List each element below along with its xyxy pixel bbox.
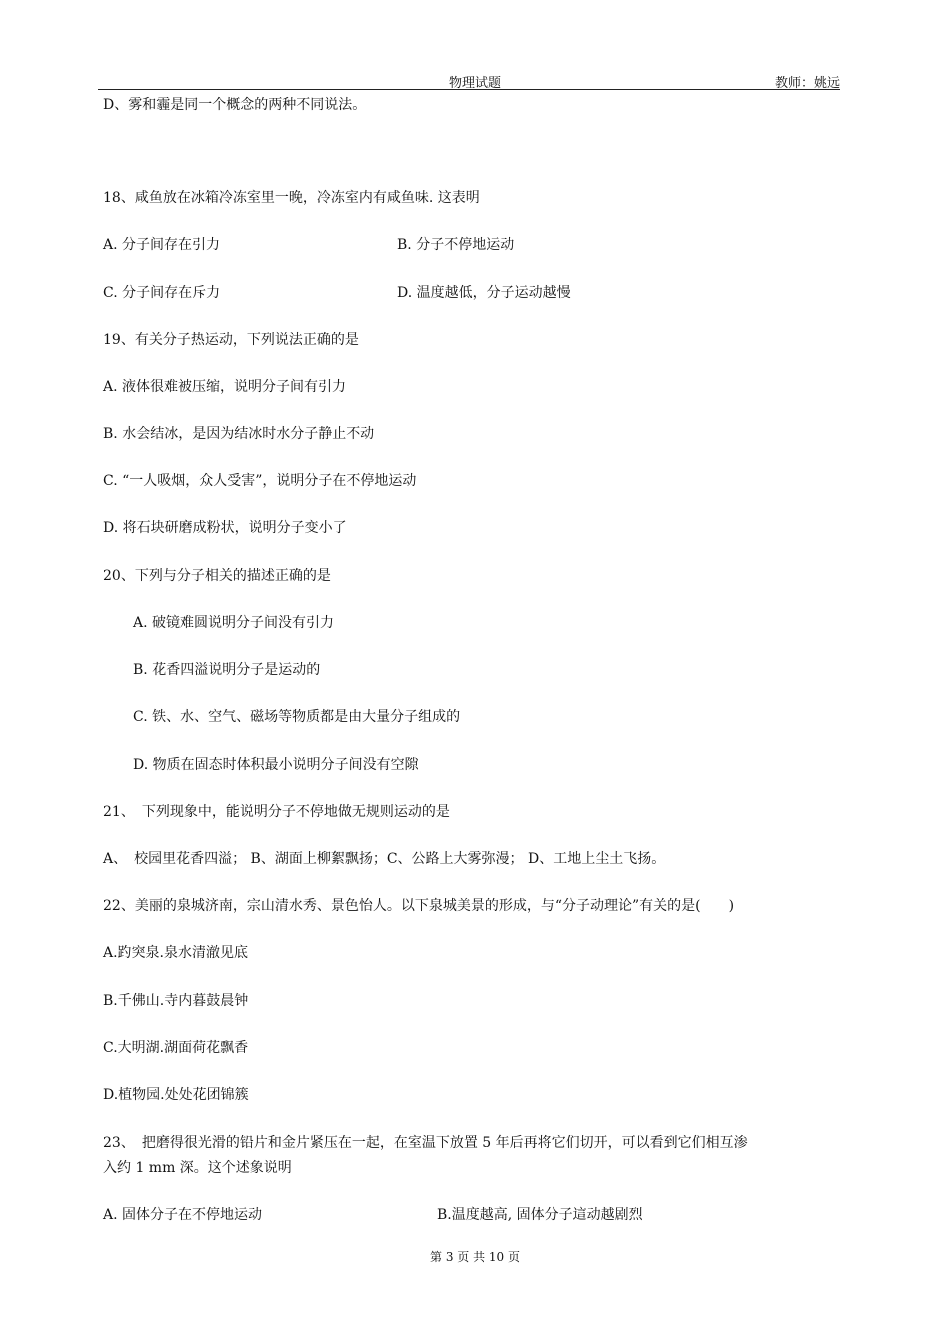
q19-stem: 19、有关分子热运动，下列说法正确的是 bbox=[103, 332, 359, 348]
q19-option-d: D. 将石块研磨成粉状，说明分子变小了 bbox=[103, 520, 347, 536]
q23-option-b: B.温度越高, 固体分子這动越剧烈 bbox=[437, 1207, 643, 1223]
q22-option-a: A.趵突泉.泉水清澈见底 bbox=[103, 945, 249, 961]
q19-option-b: B. 水会结冰，是因为结冰时水分子静止不动 bbox=[103, 426, 375, 442]
header-title: 物理试题 bbox=[448, 76, 501, 91]
q20-stem: 20、下列与分子相关的描述正确的是 bbox=[103, 568, 331, 584]
q17-option-d: D、雾和霾是同一个概念的两种不同说法。 bbox=[103, 97, 367, 113]
header-divider bbox=[98, 89, 840, 90]
q22-option-b: B.千佛山.寺内暮鼓晨钟 bbox=[103, 993, 249, 1009]
q18-option-c: C. 分子间存在斥力 bbox=[103, 285, 221, 301]
q18-option-a: A. 分子间存在引力 bbox=[103, 237, 221, 253]
q19-option-c: C. “一人吸烟，众人受害”，说明分子在不停地运动 bbox=[103, 473, 417, 489]
q20-option-a: A. 破镜难圆说明分子间没有引力 bbox=[133, 615, 335, 631]
q22-stem: 22、美丽的泉城济南，宗山清水秀、景色怡人。以下泉城美景的形成，与“分子动理论”有关的是( ) bbox=[103, 898, 735, 914]
page-footer: 第 3 页 共 10 页 bbox=[430, 1250, 520, 1264]
q18-option-d: D. 温度越低，分子运动越慢 bbox=[397, 285, 571, 301]
header-teacher: 教师：姚远 bbox=[774, 76, 840, 91]
q23-option-a: A. 固体分子在不停地运动 bbox=[103, 1207, 263, 1223]
q20-option-b: B. 花香四溢说明分子是运动的 bbox=[133, 662, 321, 678]
q18-stem: 18、咸鱼放在冰箱冷冻室里一晚，冷冻室内有咸鱼味. 这表明 bbox=[103, 190, 480, 206]
q20-option-d: D. 物质在固态时体积最小说明分子间没有空隙 bbox=[133, 757, 419, 773]
q19-option-a: A. 液体很难被压缩，说明分子间有引力 bbox=[103, 379, 347, 395]
q22-option-d: D.植物园.处处花团锦簇 bbox=[103, 1087, 249, 1103]
q21-stem: 21、 下列现象中，能说明分子不停地做无规则运动的是 bbox=[103, 804, 450, 820]
q18-option-b: B. 分子不停地运动 bbox=[397, 237, 515, 253]
q23-stem-line2: 入约 1 mm 深。这个述象说明 bbox=[103, 1160, 292, 1176]
q23-stem-line1: 23、 把磨得很光滑的铅片和金片紧压在一起，在室温下放置 5 年后再将它们切开，可以看到它们相互渗 bbox=[103, 1135, 748, 1151]
q22-option-c: C.大明湖.湖面荷花飘香 bbox=[103, 1040, 249, 1056]
q21-options: A、 校园里花香四溢； B、湖面上柳絮飘扬；C、公路上大雾弥漫； D、工地上尘土飞扬。 bbox=[103, 851, 666, 867]
q20-option-c: C. 铁、水、空气、磁场等物质都是由大量分子组成的 bbox=[133, 709, 461, 725]
